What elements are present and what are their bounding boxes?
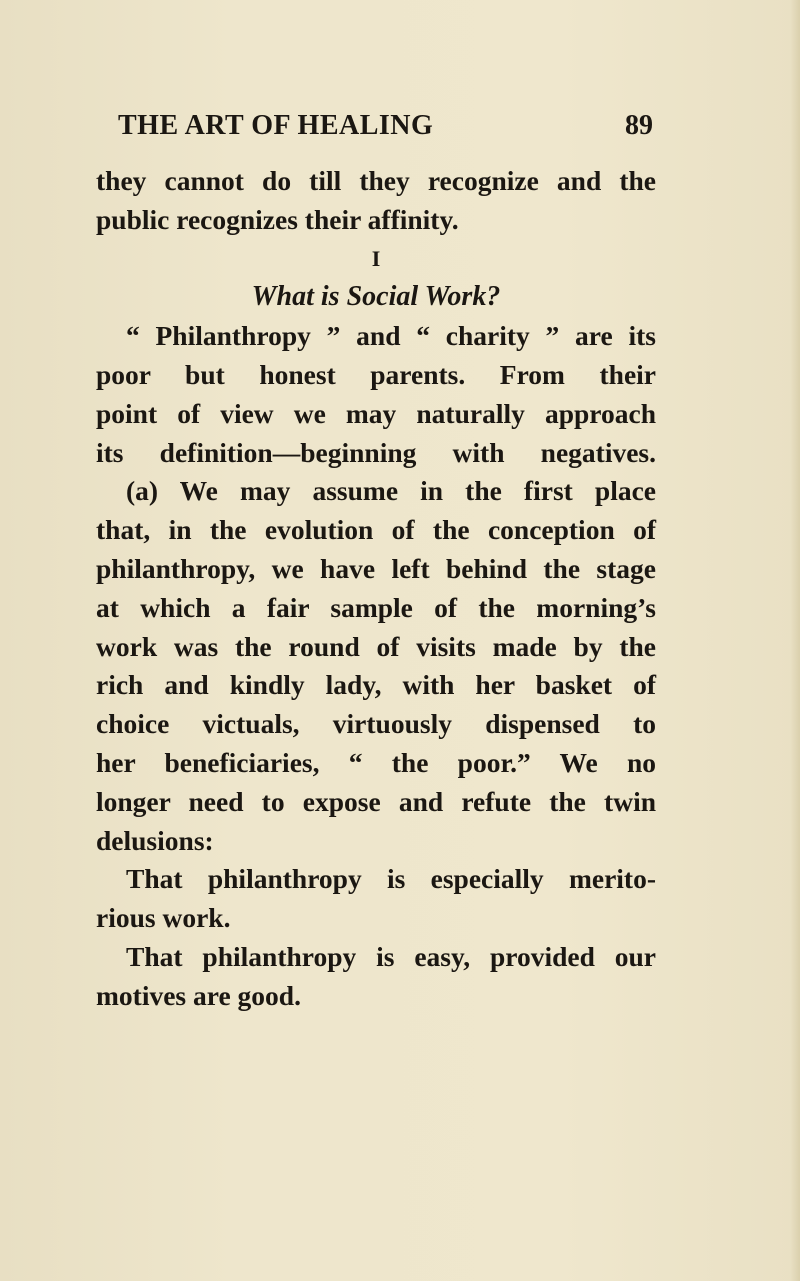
text-line: rich and kindly lady, with her basket of — [96, 669, 656, 701]
text-line: That philanthropy is easy, provided our — [126, 940, 656, 972]
text-line: work was the round of visits made by the — [96, 630, 656, 662]
text-line: poor but honest parents. From their — [96, 358, 656, 390]
text-line: point of view we may naturally approach — [96, 397, 656, 429]
text-line: they cannot do till they recognize and the — [96, 165, 656, 196]
text-line: (a) We may assume in the first place — [126, 475, 656, 507]
text-line: philanthropy, we have left behind the stage — [96, 552, 656, 584]
text-line: rious work. — [96, 902, 231, 934]
text-line: choice victuals, virtuously dispensed to — [96, 708, 656, 740]
text-line: delusions: — [96, 824, 214, 856]
text-line: that, in the evolution of the conception of — [96, 514, 656, 546]
section-number: I — [371, 245, 381, 271]
body-text — [96, 162, 656, 1016]
page-number: 89 — [625, 110, 653, 141]
text-line: at which a fair sample of the morning’s — [96, 591, 656, 623]
text-line: public recognizes their affinity. — [96, 203, 459, 235]
text-line: longer need to expose and refute the twin — [96, 785, 656, 817]
page-edge-shadow — [790, 0, 800, 1281]
text-line: its definition—beginning with negatives. — [96, 436, 656, 468]
text-line: her beneficiaries, “ the poor.” We no — [96, 746, 656, 778]
section-title: What is Social Work? — [251, 281, 501, 313]
text-line: motives are good. — [96, 979, 301, 1011]
text-line: That philanthropy is especially merito- — [126, 863, 656, 895]
text-line: “ Philanthropy ” and “ charity ” are its — [126, 320, 656, 352]
running-title: THE ART OF HEALING — [118, 110, 434, 141]
running-head — [118, 110, 653, 150]
